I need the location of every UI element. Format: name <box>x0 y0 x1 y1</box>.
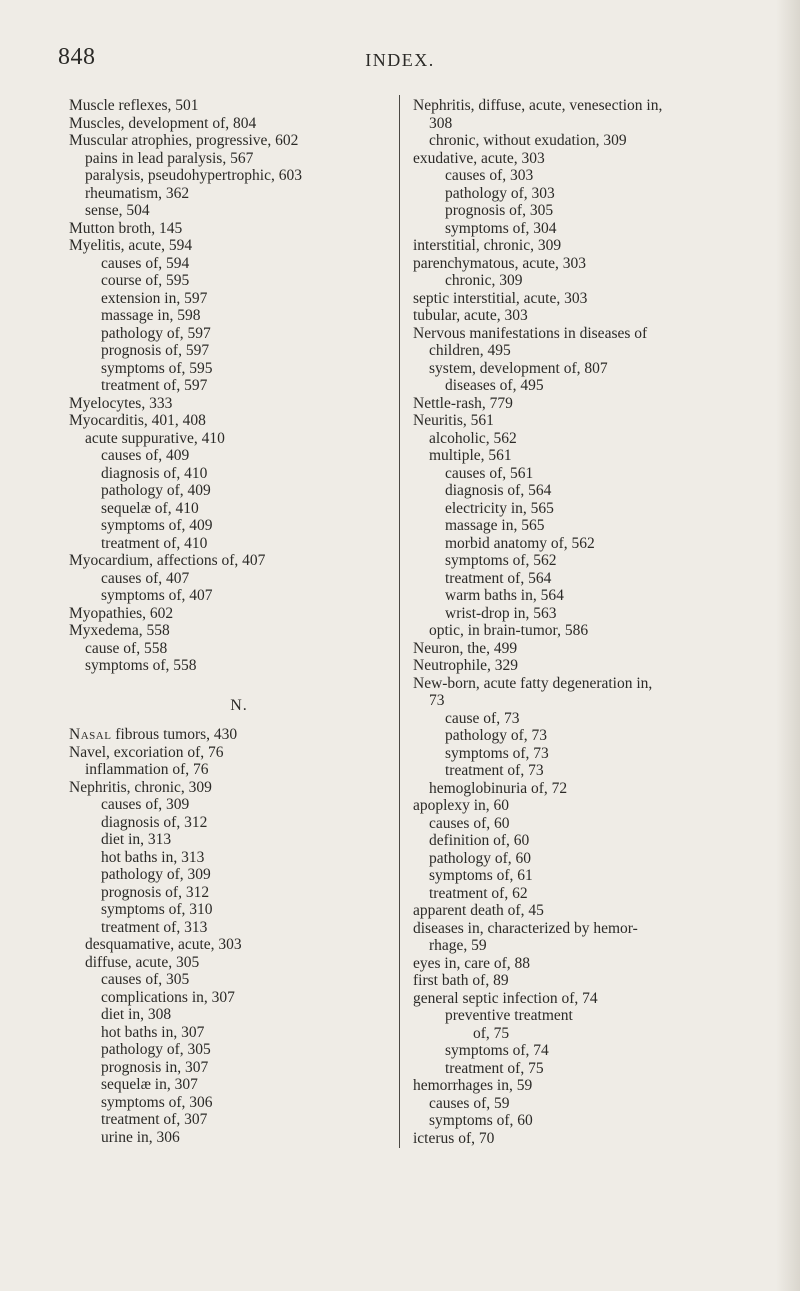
section-heading-n: N. <box>230 696 248 714</box>
index-entry: children, 495 <box>429 342 511 359</box>
left-entries <box>69 97 409 675</box>
index-entry: prognosis in, 307 <box>101 1058 209 1076</box>
index-entry: diet in, 308 <box>101 1006 172 1023</box>
index-entry: Nettle-rash, 779 <box>413 394 513 412</box>
index-entry: optic, in brain-tumor, 586 <box>429 622 589 639</box>
index-entry: pathology of, 303 <box>445 184 555 202</box>
index-entry: symptoms of, 407 <box>101 587 213 604</box>
index-entry: prognosis of, 597 <box>101 342 210 359</box>
entry-rest: fibrous tumors, 430 <box>111 726 238 743</box>
index-entry: causes of, 407 <box>101 569 190 587</box>
index-entry: Muscle reflexes, 501 <box>69 97 199 114</box>
index-entry: definition of, 60 <box>429 832 530 849</box>
left-column <box>69 97 409 1146</box>
index-entry: symptoms of, 595 <box>101 359 213 377</box>
index-entry: course of, 595 <box>101 272 190 289</box>
index-entry: causes of, 303 <box>445 167 534 184</box>
index-entry: Muscles, development of, 804 <box>69 114 257 132</box>
index-entry: inflammation of, 76 <box>85 761 209 778</box>
index-entry: Myxedema, 558 <box>69 622 170 639</box>
index-entry: symptoms of, 306 <box>101 1093 213 1111</box>
index-entry: diagnosis of, 312 <box>101 813 208 831</box>
index-entry: icterus of, 70 <box>413 1129 495 1147</box>
index-entry: pathology of, 60 <box>429 849 532 867</box>
index-entry: 73 <box>429 692 445 709</box>
index-entry: treatment of, 564 <box>445 569 552 587</box>
index-entry: wrist-drop in, 563 <box>445 604 557 622</box>
index-entry: cause of, 73 <box>445 709 520 727</box>
index-entry: diffuse, acute, 305 <box>85 953 200 971</box>
index-entry: apoplexy in, 60 <box>413 797 509 814</box>
index-entry: Myocardium, affections of, 407 <box>69 552 266 569</box>
index-entry: desquamative, acute, 303 <box>85 936 242 953</box>
index-entry: pathology of, 597 <box>101 324 211 342</box>
index-entry: Neuron, the, 499 <box>413 639 518 657</box>
index-entry: pathology of, 309 <box>101 866 211 883</box>
index-entry: treatment of, 410 <box>101 534 208 552</box>
index-entry: Nephritis, chronic, 309 <box>69 778 212 796</box>
index-entry: cause of, 558 <box>85 639 168 657</box>
index-entry: pains in lead paralysis, 567 <box>85 149 254 167</box>
index-entry: warm baths in, 564 <box>445 587 564 604</box>
index-entry: exudative, acute, 303 <box>413 149 545 167</box>
index-entry: Myelocytes, 333 <box>69 394 173 412</box>
index-entry: apparent death of, 45 <box>413 902 544 919</box>
index-entry: prognosis of, 305 <box>445 202 554 219</box>
index-entry: preventive treatment <box>445 1007 573 1024</box>
index-entry: massage in, 565 <box>445 517 545 534</box>
index-entry: causes of, 305 <box>101 971 190 988</box>
index-entry: hemorrhages in, 59 <box>413 1077 533 1094</box>
index-entry: urine in, 306 <box>101 1128 180 1146</box>
index-entry: morbid anatomy of, 562 <box>445 534 595 552</box>
index-entry: causes of, 594 <box>101 254 190 272</box>
index-entry: Myelitis, acute, 594 <box>69 237 193 254</box>
index-entry: sense, 504 <box>85 202 150 219</box>
index-entry: sequelæ in, 307 <box>101 1076 198 1093</box>
index-entry: multiple, 561 <box>429 447 512 464</box>
index-entry: treatment of, 73 <box>445 762 544 779</box>
index-entry: treatment of, 307 <box>101 1111 208 1128</box>
index-entry: causes of, 60 <box>429 814 510 832</box>
index-entry: symptoms of, 73 <box>445 744 549 762</box>
index-entry: tubular, acute, 303 <box>413 307 528 324</box>
index-entry: causes of, 59 <box>429 1094 510 1112</box>
index-entry: New-born, acute fatty degeneration in, <box>413 674 653 692</box>
index-entry: pathology of, 73 <box>445 727 548 744</box>
index-entry: Muscular atrophies, progressive, 602 <box>69 132 299 149</box>
index-entry: treatment of, 62 <box>429 884 528 902</box>
index-entry: massage in, 598 <box>101 307 201 324</box>
index-entry: sequelæ of, 410 <box>101 499 199 517</box>
index-entry: alcoholic, 562 <box>429 429 517 447</box>
index-entry: symptoms of, 310 <box>101 901 213 918</box>
page-header: INDEX. <box>365 50 435 70</box>
left-entries-n <box>69 726 409 1146</box>
index-entry: chronic, 309 <box>445 272 523 289</box>
index-entry: rheumatism, 362 <box>85 184 190 202</box>
index-entry: symptoms of, 74 <box>445 1042 549 1059</box>
right-entries <box>413 97 753 1147</box>
index-entry: of, 75 <box>473 1024 510 1042</box>
index-entry: Myocarditis, 401, 408 <box>69 412 206 429</box>
index-entry: Neutrophile, 329 <box>413 657 519 674</box>
index-entry: symptoms of, 562 <box>445 552 557 569</box>
index-entry: hot baths in, 307 <box>101 1023 205 1041</box>
index-entry: treatment of, 75 <box>445 1059 544 1077</box>
index-entry: Mutton broth, 145 <box>69 219 183 237</box>
index-entry: symptoms of, 558 <box>85 657 197 674</box>
index-entry: interstitial, chronic, 309 <box>413 237 562 254</box>
index-entry: parenchymatous, acute, 303 <box>413 254 587 272</box>
index-entry: chronic, without exudation, 309 <box>429 132 627 149</box>
index-entry: symptoms of, 304 <box>445 219 557 237</box>
index-entry: general septic infection of, 74 <box>413 989 598 1007</box>
index-entry: symptoms of, 409 <box>101 517 213 534</box>
index-entry: causes of, 309 <box>101 796 190 813</box>
index-entry: Nervous manifestations in diseases of <box>413 324 648 342</box>
index-entry: system, development of, 807 <box>429 359 608 377</box>
page-number: 848 <box>58 44 96 70</box>
index-entry: first bath of, 89 <box>413 972 509 989</box>
index-entry: Nephritis, diffuse, acute, venesection in, <box>413 97 663 114</box>
index-entry: symptoms of, 61 <box>429 867 533 884</box>
index-entry: electricity in, 565 <box>445 499 554 517</box>
index-entry: hemoglobinuria of, 72 <box>429 779 568 797</box>
entry-smallcaps-prefix: Nasal <box>69 726 112 743</box>
index-entry: extension in, 597 <box>101 289 208 307</box>
index-entry: diet in, 313 <box>101 831 172 848</box>
page-edge-shadow <box>776 0 800 1291</box>
index-entry: rhage, 59 <box>429 937 487 954</box>
index-entry: treatment of, 597 <box>101 377 208 394</box>
index-entry: eyes in, care of, 88 <box>413 954 531 972</box>
index-entry: causes of, 409 <box>101 447 190 464</box>
index-entry: causes of, 561 <box>445 464 534 482</box>
index-entry: treatment of, 313 <box>101 918 208 936</box>
index-entry: prognosis of, 312 <box>101 883 210 901</box>
index-entry: diseases of, 495 <box>445 377 544 394</box>
index-entry: paralysis, pseudohypertrophic, 603 <box>85 167 302 184</box>
index-entry: hot baths in, 313 <box>101 848 205 866</box>
index-entry: complications in, 307 <box>101 988 235 1006</box>
index-entry: diagnosis of, 564 <box>445 482 552 499</box>
index-entry: diseases in, characterized by hemor- <box>413 919 638 937</box>
index-entry: Myopathies, 602 <box>69 604 174 622</box>
index-entry: symptoms of, 60 <box>429 1112 533 1129</box>
index-entry: Neuritis, 561 <box>413 412 494 429</box>
index-entry: 308 <box>429 114 453 132</box>
right-column <box>413 97 753 1147</box>
index-entry: diagnosis of, 410 <box>101 464 208 482</box>
index-entry: pathology of, 409 <box>101 482 211 499</box>
index-entry: Navel, excoriation of, 76 <box>69 743 224 761</box>
index-entry: pathology of, 305 <box>101 1041 211 1058</box>
index-entry: acute suppurative, 410 <box>85 429 225 447</box>
index-entry <box>69 726 409 744</box>
index-entry: septic interstitial, acute, 303 <box>413 289 588 307</box>
